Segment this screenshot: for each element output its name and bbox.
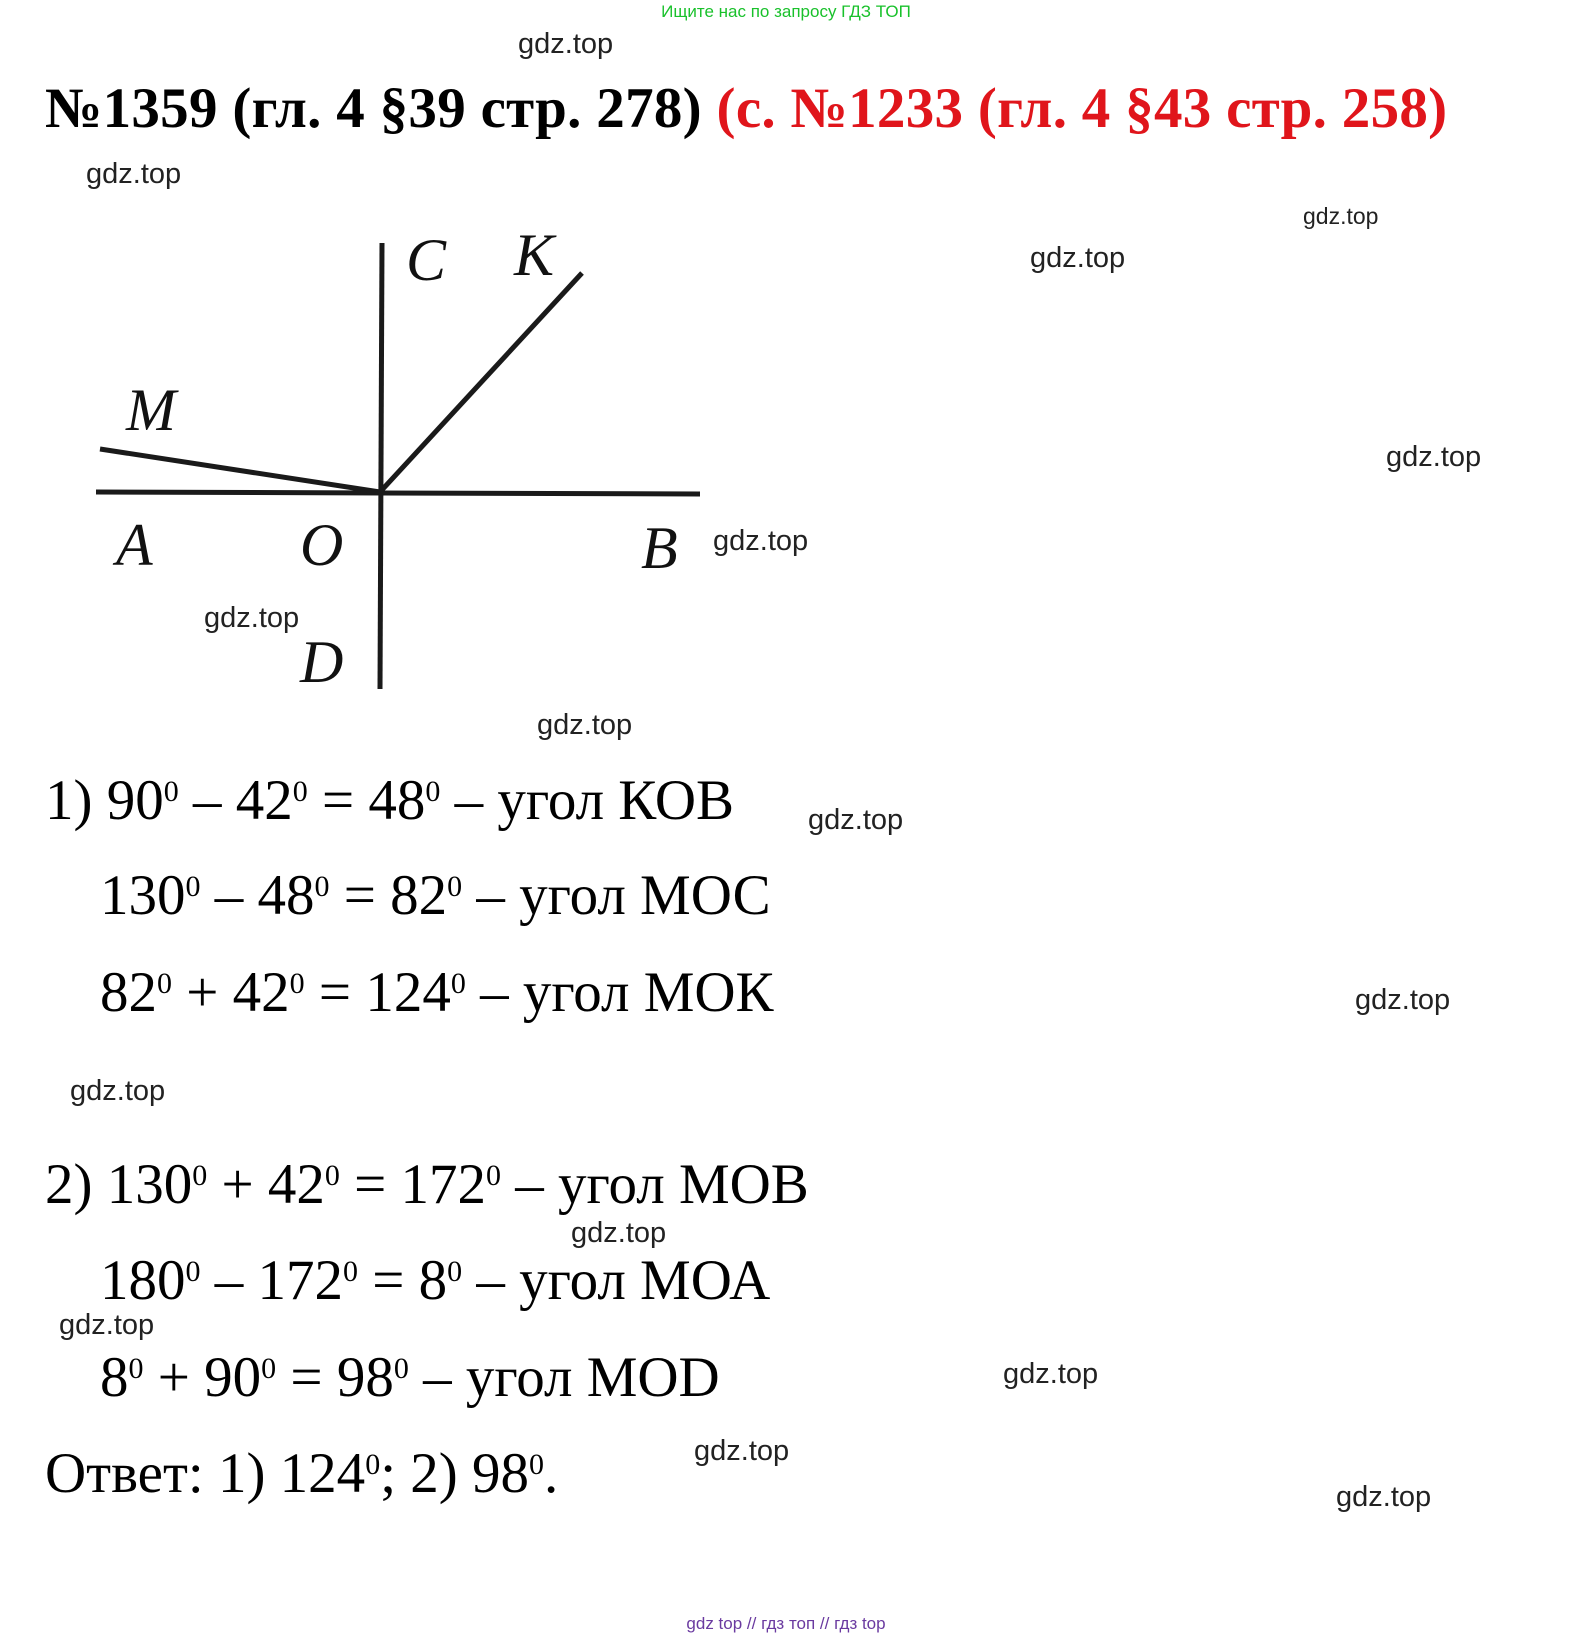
watermark: gdz.top [1303,203,1379,229]
solution-line-2-1: 2) $130^0 + 42^0 = 172^0$ – угол МОВ [45,1153,809,1216]
answer-line: Ответ: 1) $124^0$; 2) $98^0$. [45,1442,559,1505]
title-main: №1359 (гл. 4 §39 стр. 278) [45,77,702,140]
watermark: gdz.top [518,28,614,60]
line-CD [380,243,382,689]
ray-OK [380,273,582,492]
watermark: gdz.top [204,602,300,634]
label-B: B [641,515,678,581]
watermark: gdz.top [1003,1358,1099,1390]
page-title [45,76,1447,141]
watermark: gdz.top [1030,242,1126,274]
line-AB [96,492,700,494]
watermark: gdz.top [537,709,633,741]
watermark: gdz.top [713,525,809,557]
solution-line-2-3: $8^0 + 90^0 = 98^0$ – угол МОD [100,1346,720,1409]
geometry-figure [44,215,764,740]
label-M: M [126,377,176,443]
label-K: K [514,222,555,288]
watermark: gdz.top [1355,984,1451,1016]
watermark: gdz.top [70,1075,166,1107]
solution-line-1-2: $130^0 - 48^0 = 82^0$ – угол МОС [100,864,771,927]
label-O: O [300,512,344,578]
top-banner[interactable]: Ищите нас по запросу ГДЗ ТОП [661,2,911,21]
angles-diagram [44,215,764,740]
watermark: gdz.top [694,1435,790,1467]
ray-OM [100,449,380,492]
solution-line-2-2: $180^0 - 172^0 = 8^0$ – угол МОА [100,1249,771,1312]
label-C: C [406,227,447,293]
watermark: gdz.top [86,158,182,190]
footer-links[interactable]: gdz top // гдз топ // гдз top [686,1614,886,1633]
watermark: gdz.top [571,1217,667,1249]
watermark: gdz.top [1336,1481,1432,1513]
watermark: gdz.top [59,1309,155,1341]
label-A: A [116,512,153,578]
watermark: gdz.top [808,804,904,836]
solution-line-1-3: $82^0 + 42^0 = 124^0$ – угол МОК [100,961,774,1024]
watermark: gdz.top [1386,441,1482,473]
label-D: D [300,629,344,695]
solution-line-1-1: 1) $90^0 - 42^0 = 48^0$ – угол КОВ [45,769,735,832]
title-alt: (с. №1233 (гл. 4 §43 стр. 258) [716,77,1448,140]
